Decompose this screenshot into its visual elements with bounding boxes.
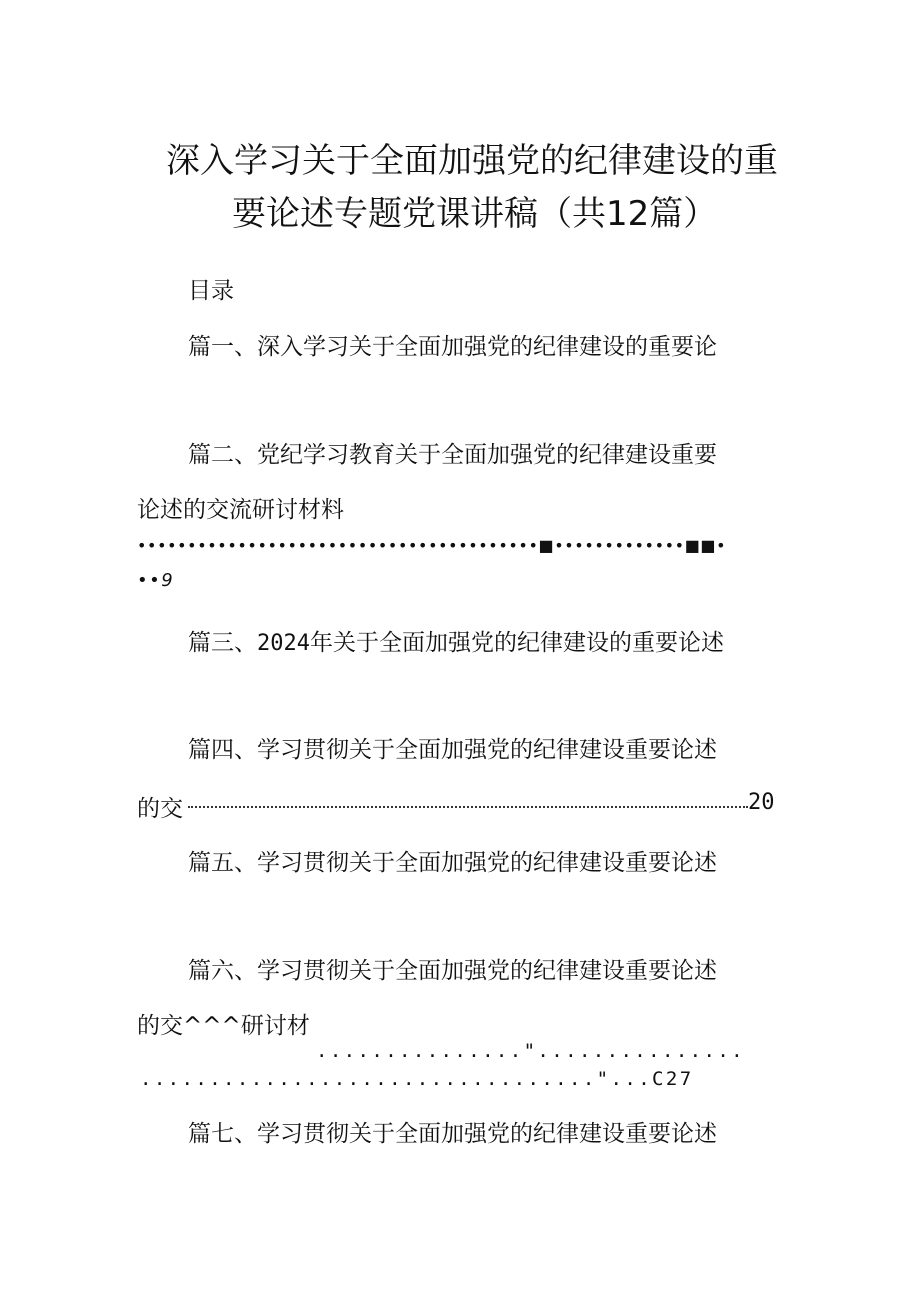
toc-item-3 [188, 624, 724, 657]
toc-item-6-line-1: 篇六、学习贯彻关于全面加强党的纪律建设重要论述 [188, 958, 717, 984]
toc-item-5: 篇五、学习贯彻关于全面加强党的纪律建设重要论述 [188, 850, 717, 876]
toc-item-3-rest: 年关于全面加强党的纪律建设的重要论述 [309, 630, 724, 656]
toc-item-2-leader: ••••••••••••••••••••••••••••••••••••••••■•••••••••••••■■• [137, 536, 727, 555]
toc-item-6-line-2: 的交^^^研讨材 [137, 1013, 310, 1039]
toc-item-4-leader [188, 806, 748, 808]
doc-title-line-2: 要论述专题党课讲稿（共12篇） [232, 194, 718, 234]
toc-heading: 目录 [188, 278, 234, 304]
toc-item-7: 篇七、学习贯彻关于全面加强党的纪律建设重要论述 [188, 1121, 717, 1147]
toc-item-3-prefix: 篇三、 [188, 630, 257, 656]
toc-item-4-line-1: 篇四、学习贯彻关于全面加强党的纪律建设重要论述 [188, 737, 717, 763]
toc-item-2-page: ••9 [137, 570, 175, 591]
toc-item-4-page: 20 [748, 790, 775, 815]
doc-title-line-1: 深入学习关于全面加强党的纪律建设的重 [166, 141, 778, 181]
toc-item-1: 篇一、深入学习关于全面加强党的纪律建设的重要论 [188, 334, 717, 360]
toc-item-6-leader-line-2: ................................."...C27 [140, 1068, 694, 1090]
toc-item-3-year: 2024 [257, 631, 310, 656]
toc-item-2-line-1: 篇二、党纪学习教育关于全面加强党的纪律建设重要 [188, 442, 717, 468]
toc-item-6-leader-line-1: ..............."............... [316, 1040, 746, 1062]
toc-item-4-line-2: 的交 [137, 796, 183, 822]
toc-item-2-line-2: 论述的交流研讨材料 [137, 497, 344, 523]
